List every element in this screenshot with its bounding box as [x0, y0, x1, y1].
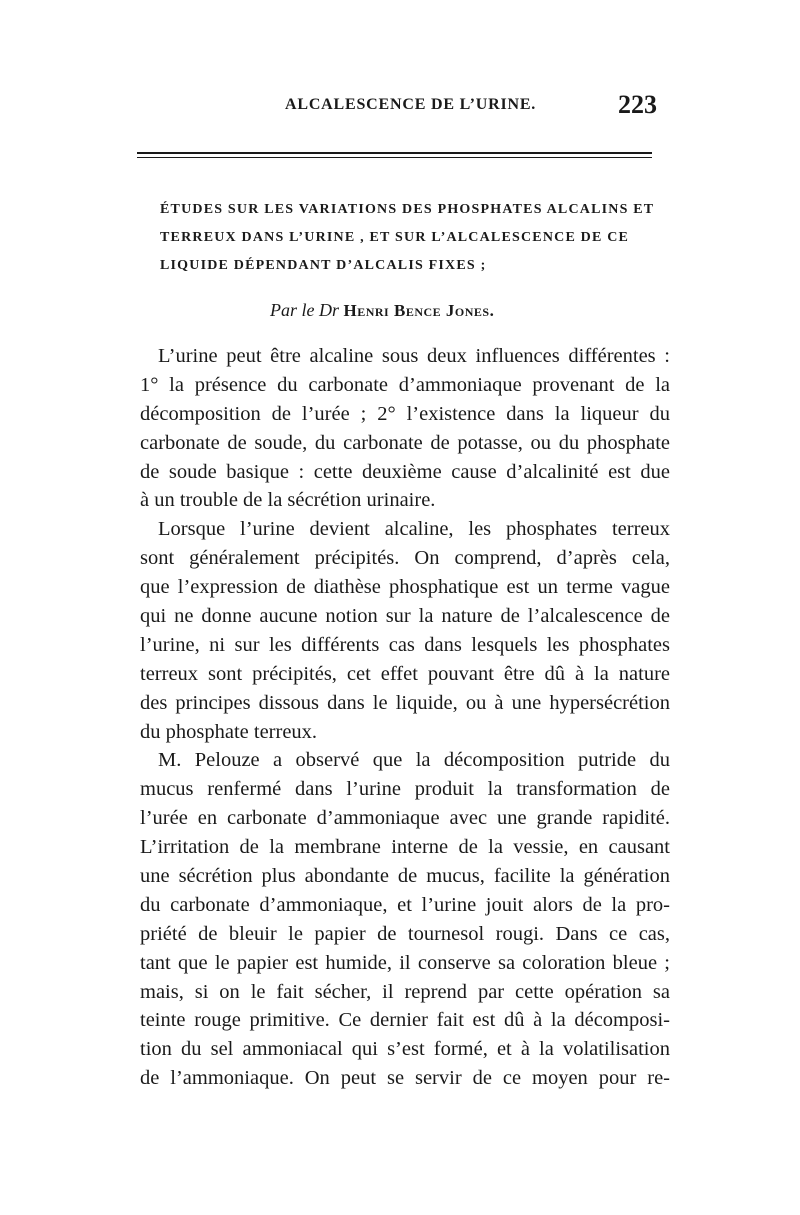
text-line: carbonate de soude, du carbonate de potasse, ou du phosphate	[140, 431, 670, 454]
text-line: du phosphate terreux.	[140, 720, 318, 743]
author-prefix: Par le Dr	[270, 300, 339, 320]
text-line: que l’expression de diathèse phosphatique est un terme vague	[140, 576, 670, 599]
text-line: l’urine, ni sur les différents cas dans lesquels les phosphates	[140, 633, 670, 656]
text-line: mucus renfermé dans l’urine produit la transformation de	[140, 778, 670, 801]
text-line: M. Pelouze a observé que la décomposition putride du	[158, 749, 670, 772]
text-line: une sécrétion plus abondante de mucus, facilite la génération	[140, 865, 670, 888]
text-line: qui ne donne aucune notion sur la nature de l’alcalescence de	[140, 605, 670, 628]
text-line: 1° la présence du carbonate d’ammoniaque provenant de la	[140, 373, 670, 396]
page-number: 223	[618, 90, 657, 119]
text-line: de soude basique : cette deuxième cause d’alcalinité est due	[140, 460, 670, 483]
author-name: Henri Bence Jones.	[343, 301, 495, 320]
text-line: Lorsque l’urine devient alcaline, les phosphates terreux	[158, 518, 670, 541]
text-line: sont généralement précipités. On comprend, d’après cela,	[140, 547, 670, 570]
text-line: L’irritation de la membrane interne de la vessie, en causant	[140, 836, 670, 859]
body-text	[140, 342, 670, 1093]
text-line: à un trouble de la sécrétion urinaire.	[140, 489, 436, 512]
text-line: priété de bleuir le papier de tournesol rougi. Dans ce cas,	[140, 922, 670, 945]
text-line: mais, si on le fait sécher, il reprend par cette opération sa	[140, 980, 670, 1003]
article-title-line: LIQUIDE DÉPENDANT D’ALCALIS FIXES ;	[160, 258, 487, 273]
text-line: teinte rouge primitive. Ce dernier fait est dû à la décomposi-	[140, 1009, 670, 1032]
text-line: L’urine peut être alcaline sous deux influences différentes :	[158, 345, 670, 367]
article-title-line: ÉTUDES SUR LES VARIATIONS DES PHOSPHATES ALCALINS ET	[160, 202, 655, 217]
header-rule-thin	[137, 157, 652, 158]
text-line: du carbonate d’ammoniaque, et l’urine jouit alors de la pro-	[140, 893, 670, 916]
article-title	[160, 196, 660, 280]
text-line: décomposition de l’urée ; 2° l’existence dans la liqueur du	[140, 402, 670, 425]
text-line: terreux sont précipités, cet effet pouvant être dû à la nature	[140, 662, 670, 685]
text-line: des principes dissous dans le liquide, ou à une hypersécrétion	[140, 691, 670, 714]
text-line: tant que le papier est humide, il conserve sa coloration bleue ;	[140, 951, 670, 974]
author-line	[270, 300, 494, 321]
running-title: ALCALESCENCE DE L’URINE.	[285, 96, 537, 113]
article-title-line: TERREUX DANS L’URINE , ET SUR L’ALCALESCENCE DE CE	[160, 230, 630, 245]
text-line: de l’ammoniaque. On peut se servir de ce moyen pour re-	[140, 1067, 670, 1090]
text-line: l’urée en carbonate d’ammoniaque avec une grande rapidité.	[140, 807, 670, 830]
text-line: tion du sel ammoniacal qui s’est formé, et à la volatilisation	[140, 1038, 670, 1061]
header-rule-thick	[137, 152, 652, 154]
